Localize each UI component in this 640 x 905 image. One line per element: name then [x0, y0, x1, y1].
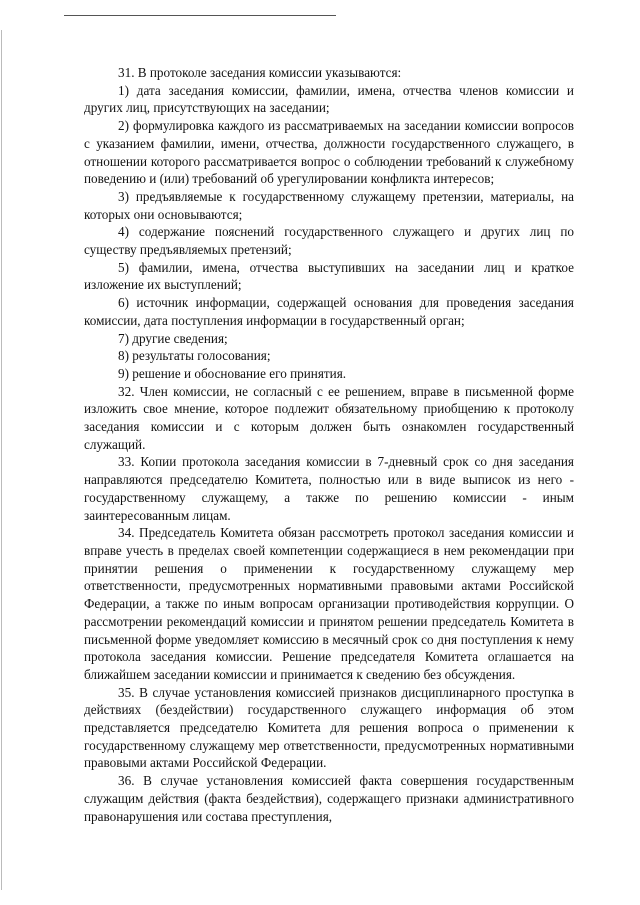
paragraph-35: 35. В случае установления комиссией признаков дисциплинарного проступка в действиях (бездействии) государственного служащего информация об этом представляется председателю Комитета для решения вопроса о применении к государственному служащему мер ответственности, предусмотренных нормативными правовыми актами Российской Федерации. — [84, 684, 574, 771]
paragraph-32: 32. Член комиссии, не согласный с ее решением, вправе в письменной форме изложить свое мнение, которое подлежит обязательному приобщению к протоколу заседания комиссии и с которым должен быть ознакомлен государственный служащий. — [84, 383, 574, 452]
item-5: 5) фамилии, имена, отчества выступивших на заседании лиц и краткое изложение их выступлений; — [84, 259, 574, 293]
item-4: 4) содержание пояснений государственного служащего и других лиц по существу предъявляемых претензий; — [84, 224, 574, 258]
item-6: 6) источник информации, содержащей основания для проведения заседания комиссии, дата поступления информации в государственный орган; — [84, 295, 574, 328]
item-3: 3) предъявляемые к государственному служащему претензии, материалы, на которых они основываются; — [84, 188, 574, 222]
page-edge — [1, 30, 2, 890]
item-9: 9) решение и обоснование его принятия. — [118, 365, 347, 381]
paragraph-34: 34. Председатель Комитета обязан рассмотреть протокол заседания комиссии и вправе учесть в пределах своей компетенции содержащиеся в нем рекомендации при принятии решения о применении к государственному служащему мер ответственности, предусмотренных нормативными правовыми актами Российской Федерации, а также по иным вопросам организации противодействия коррупции. О рассмотрении рекомендаций комиссии и принятом решении председатель Комитета в письменной форме уведомляет комиссию в месячный срок со дня поступления к нему протокола заседания комиссии. Решение председателя Комитета оглашается на ближайшем заседании комиссии и принимается к сведению без обсуждения. — [84, 525, 574, 682]
header-rule — [64, 15, 336, 16]
item-1: 1) дата заседания комиссии, фамилии, имена, отчества членов комиссии и других лиц, присутствующих на заседании; — [84, 82, 574, 116]
paragraph-33: 33. Копии протокола заседания комиссии в 7-дневный срок со дня заседания направляются председателю Комитета, полностью или в виде выписок из него - государственному служащему, а также по решению комиссии - иным заинтересованным лицам. — [84, 454, 574, 523]
paragraph-36: 36. В случае установления комиссией факта совершения государственным служащим действия (факта бездействия), содержащего признаки административного правонарушения или состава преступления, — [84, 773, 574, 824]
item-8: 8) результаты голосования; — [118, 348, 271, 364]
item-2: 2) формулировка каждого из рассматриваемых на заседании комиссии вопросов с указанием фамилии, имени, отчества, должности государственного служащего, в отношении которого рассматривается вопрос о соблюдении требований к служебному поведению и (или) требований об урегулировании конфликта интересов; — [84, 118, 574, 187]
item-7: 7) другие сведения; — [118, 330, 228, 346]
paragraph-31: 31. В протоколе заседания комиссии указываются: — [118, 65, 402, 80]
document-body — [84, 64, 574, 825]
